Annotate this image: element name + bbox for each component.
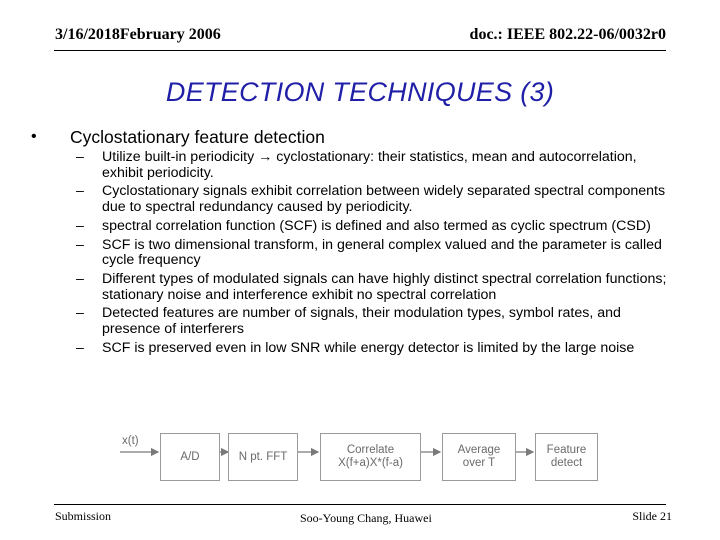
sub-bullet-item: – Different types of modulated signals can have highly distinct spectral correlation functions; stationary noise and interference exhibit no spectral correlation [76,270,667,303]
sub-bullet-item: – spectral correlation function (SCF) is defined and also termed as cyclic spectrum (CSD) [76,217,651,234]
sub-bullet-item: – Detected features are number of signals, their modulation types, symbol rates, and presence of interferers [76,305,621,337]
header-divider [54,50,666,51]
block-correlate: Correlate X(f+a)X*(f-a) [320,433,421,481]
sub-bullet-item: – SCF is two dimensional transform, in general complex valued and the parameter is called cycle frequency [76,236,662,269]
sub-bullet-item: – SCF is preserved even in low SNR while energy detector is limited by the large noise [76,339,635,356]
header-date: 3/16/2018February 2006 [55,26,221,43]
sub-bullet-text: spectral correlation function (SCF) is defined and also termed as cyclic spectrum (CSD) [102,217,651,234]
slide-title: DETECTION TECHNIQUES (3) [165,77,555,107]
block-ad: A/D [160,433,220,481]
sub-bullet-item: – Cyclostationary signals exhibit correlation between widely separated spectral components due to spectral redundancy caused by periodicity. [76,183,666,215]
block-fft: N pt. FFT [228,433,298,481]
bullet-marker: • [31,128,37,145]
main-bullet: Cyclostationary feature detection [70,127,325,147]
sub-bullet-item: – Utilize built-in periodicity → cyclostationary: their statistics, mean and autocorrelation, exhibit periodicity. [76,149,637,181]
sub-bullet-text: SCF is preserved even in low SNR while energy detector is limited by the large noise [102,339,635,356]
diagram-input-label: x(t) [122,435,139,447]
block-average: Average over T [442,433,516,481]
sub-bullet-text: Different types of modulated signals can have highly distinct spectral correlation functions; stationary noise and interference exhibit no spectral correlation [102,270,667,303]
footer-divider [54,504,666,505]
header-doc-id: doc.: IEEE 802.22-06/0032r0 [469,26,666,43]
footer-slide-number: Slide 21 [632,509,672,523]
sub-bullet-text: Cyclostationary signals exhibit correlation between widely separated spectral components due to spectral redundancy caused by periodicity. [102,183,666,215]
block-feature-detect: Feature detect [535,433,598,481]
sub-bullet-text: Detected features are number of signals, their modulation types, symbol rates, and presence of interferers [102,305,621,337]
sub-bullet-list [76,150,676,359]
footer-author: Soo-Young Chang, Huawei [300,511,432,525]
sub-bullet-text: Utilize built-in periodicity → cyclostationary: their statistics, mean and autocorrelation, exhibit periodicity. [102,149,637,181]
sub-bullet-text: SCF is two dimensional transform, in general complex valued and the parameter is called cycle frequency [102,236,662,269]
block-diagram [118,431,598,493]
footer-submission: Submission [55,509,112,523]
